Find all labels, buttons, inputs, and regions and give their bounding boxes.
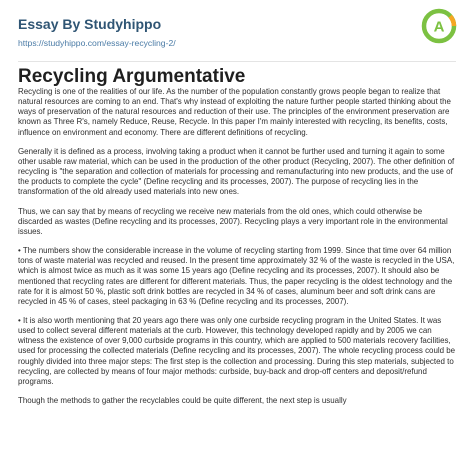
- site-title[interactable]: Essay By Studyhippo: [18, 16, 162, 32]
- essay-title: Recycling Argumentative: [18, 66, 246, 87]
- essay-bullet-paragraph: • It is also worth mentioning that 20 years ago there was only one curbside recycling program in the United States. It was used to collect several different materials at the curb. However, this technology developed rapidly and by 2005 we can witness the existence of over 9,000 curbside programs in this country, which are applied to 500 materials recovery facilities, used for processing the collected materials (Define recycling and its processes, 2007). The whole recycling process could be roughly divided into three major steps: The first step is the collection and processing. During this step materials, subjected to recycling, are collected by means of four major methods: curbside, buy-back and drop-off centers and deposit/refund programs.: [18, 315, 456, 386]
- essay-paragraph: Generally it is defined as a process, involving taking a product when it cannot be further used and turning it again to some other usable raw material, which can be used in the production of the other product (Recycling, 2007). The other definition of recycling is "the separation and collection of materials for processing and remanufacturing into new products, and the use of the products to complete the cycle" (Define recycling and its processes, 2007). The purpose of recycling lies in the transformation of the old already used materials into new ones.: [18, 146, 455, 197]
- studyhippo-logo-icon[interactable]: [421, 8, 457, 44]
- essay-url-link[interactable]: https://studyhippo.com/essay-recycling-2/: [18, 38, 176, 48]
- essay-paragraph: Recycling is one of the realities of our life. As the number of the population constantly grows people began to realize that natural resources are coming to an end. That's why instead of exploiting the nature further people started thinking about the ways of preservation of the natural resources and reduction of their use. The principles of the environment preservation are known as Three R's, namely Reduce, Reuse, Recycle. In this paper I'm mainly interested with recycling, its benefits, costs, influence on environment and economy. There are different definitions of recycling.: [18, 87, 451, 137]
- essay-paragraph: Thus, we can say that by means of recycling we receive new materials from the old ones, which could otherwise be discarded as wastes (Define recycling and its processes, 2007). Recycling plays a very important role in the environmental issues.: [18, 206, 448, 236]
- header-divider: [18, 61, 456, 62]
- logo-letter: A: [433, 18, 445, 36]
- essay-bullet-paragraph: • The numbers show the considerable increase in the volume of recycling starting from 1999. Since that time over 64 million tons of waste material was recycled and reused. In the present time approximately 32 % of the waste is recycled in the USA, which is almost twice as much as it was some 15 years ago (Define recycling and its processes, 2007). It should also be mentioned that recycling rates are different for different materials. Thus, the paper recycling is the oldest technology and the rate for it is almost 50 %, plastic soft drink bottles are recycled in 34 % of cases, aluminum beer and soft drink cans are recycled in 45 % of cases, steel packaging in 63 % (Define recycling and its processes, 2007).: [18, 246, 455, 306]
- essay-body: [18, 87, 458, 406]
- site-header: [0, 0, 474, 62]
- essay-paragraph: Though the methods to gather the recyclables could be quite different, the next step is usually: [18, 396, 347, 406]
